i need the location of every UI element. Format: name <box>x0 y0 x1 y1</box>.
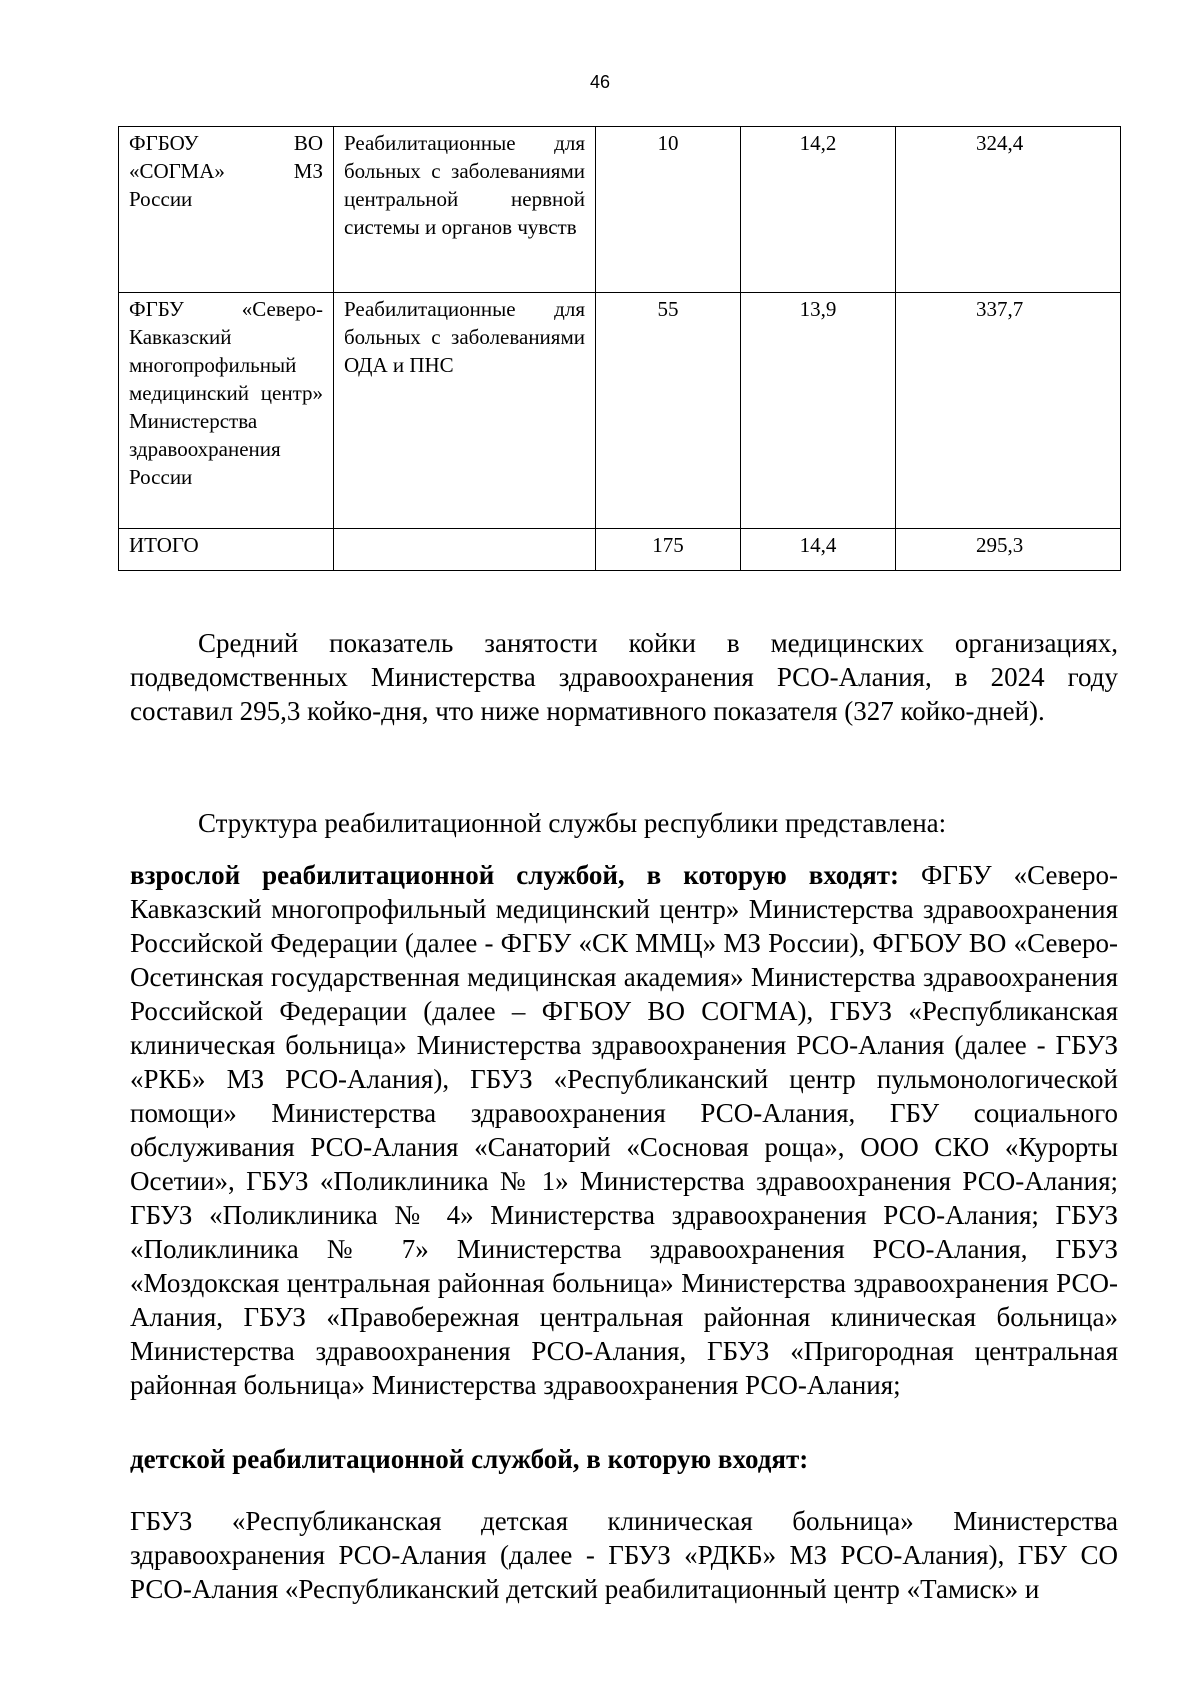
total-label-cell: ИТОГО <box>119 529 334 571</box>
table-row-total <box>119 529 1121 571</box>
table-row <box>119 127 1121 293</box>
beds-cell: 55 <box>596 293 741 529</box>
occupancy-cell: 295,3 <box>896 529 1121 571</box>
org-cell: ФГБУ «Северо-Кавказский многопрофильный медицинский центр» Министерства здравоохранения России <box>119 293 334 529</box>
org-cell: ФГБОУ ВО «СОГМА» МЗ России <box>119 127 334 293</box>
adult-service-paragraph <box>130 858 1118 1402</box>
beds-cell: 10 <box>596 127 741 293</box>
structure-intro: Структура реабилитационной службы республики представлена: <box>198 808 947 838</box>
adult-service-text: ФГБУ «Северо-Кавказский многопрофильный медицинский центр» Министерства здравоохранения Российской Федерации (далее - ФГБУ «СК ММЦ» МЗ России), ФГБОУ ВО «Северо-Осетинская государственная медицинская академия» Министерства здравоохранения Российской Федерации (далее – ФГБОУ ВО СОГМА), ГБУЗ «Республиканская клиническая больница» Министерства здравоохранения РСО-Алания (далее - ГБУЗ «РКБ» МЗ РСО-Алания), ГБУЗ «Республиканский центр пульмонологической помощи» Министерства здравоохранения РСО-Алания, ГБУ социального обслуживания РСО-Алания «Санаторий «Сосновая роща», ООО СКО «Курорты Осетии», ГБУЗ «Поликлиника № 1» Министерства здравоохранения РСО-Алания; ГБУЗ «Поликлиника № 4» Министерства здравоохранения РСО-Алания; ГБУЗ «Поликлиника № 7» Министерства здравоохранения РСО-Алания, ГБУЗ «Моздокская центральная районная больница» Министерства здравоохранения РСО-Алания, ГБУЗ «Правобережная центральная районная клиническая больница» Министерства здравоохранения РСО-Алания, ГБУЗ «Пригородная центральная районная больница» Министерства здравоохранения РСО-Алания; <box>130 860 1119 1400</box>
avg-stay-cell: 13,9 <box>741 293 896 529</box>
page-number: 46 <box>589 72 611 92</box>
adult-service-label: взрослой реабилитационной службой, в которую входят: <box>130 860 900 890</box>
occupancy-cell: 337,7 <box>896 293 1121 529</box>
avg-stay-cell: 14,2 <box>741 127 896 293</box>
occupancy-cell: 324,4 <box>896 127 1121 293</box>
profile-cell: Реабилитационные для больных с заболеваниями центральной нервной системы и органов чувств <box>334 127 596 293</box>
beds-cell: 175 <box>596 529 741 571</box>
beds-table <box>118 126 1121 571</box>
table-row <box>119 293 1121 529</box>
avg-stay-cell: 14,4 <box>741 529 896 571</box>
child-service-paragraph: ГБУЗ «Республиканская детская клиническая больница» Министерства здравоохранения РСО-Алания (далее - ГБУЗ «РДКБ» МЗ РСО-Алания), ГБУ СО РСО-Алания «Республиканский детский реабилитационный центр «Тамиск» и <box>130 1506 1118 1604</box>
child-service-label: детской реабилитационной службой, в которую входят: <box>130 1444 809 1474</box>
profile-cell: Реабилитационные для больных с заболеваниями ОДА и ПНС <box>334 293 596 529</box>
occupancy-paragraph: Средний показатель занятости койки в медицинских организациях, подведомственных Министерства здравоохранения РСО-Алания, в 2024 году составил 295,3 койко-дня, что ниже нормативного показателя (327 койко-дней). <box>130 628 1118 726</box>
profile-cell <box>334 529 596 571</box>
